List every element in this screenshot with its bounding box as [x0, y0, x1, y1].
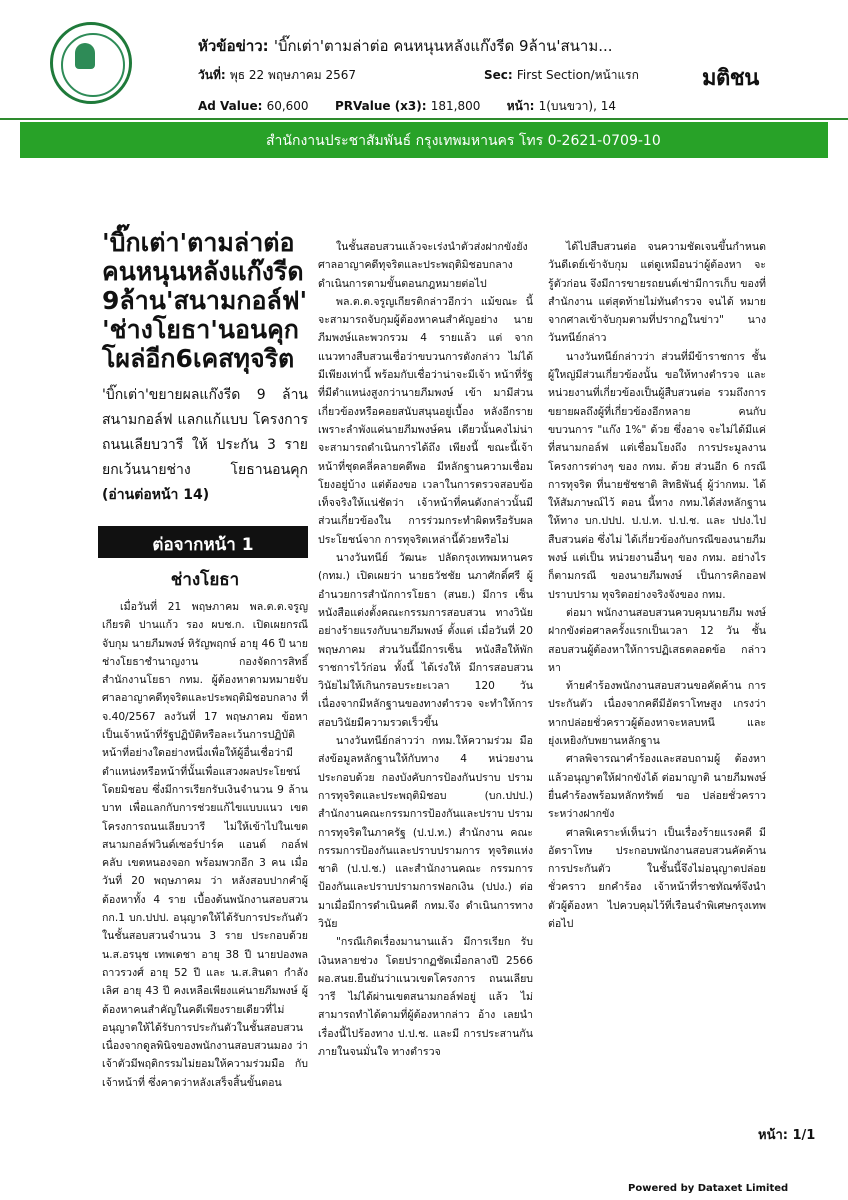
paragraph: เมื่อวันที่ 21 พฤษภาคม พล.ต.ต.จรูญเกียรติ ปานแก้ว รอง ผบช.ก. เปิดเผยกรณีจับกุม นายภีมพงษ์ หิรัญพฤกษ์ อายุ 46 ปี นาย ช่างโยธาชำนาญงาน กองจัดการสิทธิ์ สำนักงานโยธา กทม. ผู้ต้องหาตามหมายจับ ศาลอาญาคดีทุจริตและประพฤติมิชอบกลาง ที่ จ.40/2567 ลงวันที่ 17 พฤษภาคม ข้อหา เป็นเจ้าหน้าที่รัฐปฏิบัติหรือละเว้นการปฏิบัติ หน้าที่อย่างใดอย่างหนึ่งเพื่อให้ผู้อื่นเชื่อว่ามี ตำแหน่งหรือหน้าที่นั้นเพื่อแสวงผลประโยชน์ โดยมิชอบ ซึ่งมีการเรียกรับเงินจำนวน 9 ล้านบาท เพื่อแลกกับการช่วยแก้ไขแบบแนว เขตโครงการถนนเลียบวารี ไม่ให้เข้าไปในเขต สนามกอล์ฟวินด์เซอร์ปาร์ค แอนด์ กอล์ฟ คลับ เขตหนองจอก พร้อมพวกอีก 3 คน เมื่อ วันที่ 20 พฤษภาคม ว่า หลังสอบปากคำผู้ ต้องหาทั้ง 4 ราย เบื้องต้นพนักงานสอบสวน กก.1 บก.ปปป. อนุญาตให้ได้รับการประกันตัว ในชั้นสอบสวนจำนวน 3 ราย ประกอบด้วย น.ส.อรนุช เทพเดชา อายุ 38 ปี นายปองพล ถาวรวงศ์ อายุ 52 ปี และ น.ส.สินดา กำลัง เลิศ อายุ 43 ปี คงเหลือเพียงแค่นายภีมพงษ์ ผู้ต้องหาคนสำคัญในคดีเพียงรายเดียวที่ไม่ อนุญาตให้ได้รับการประกันตัวในชั้นสอบสวน เนื่องจากดูลพินิจของพนักงานสอบสวนมอง ว่าเจ้าตัวมีพฤติกรรมไม่ยอมให้ความร่วมมือ กับเจ้าหน้าที่ ซึ่งคาดว่าหลังเสร็จสิ้นขั้นตอน: [102, 601, 308, 1089]
paragraph: นางวันทนีย์ วัฒนะ ปลัดกรุงเทพมหานคร (กทม.) เปิดเผยว่า นายธวัชชัย นภาศักดิ์ศรี ผู้อำนวยการสำนักการโยธา (สนย.) มีการ เซ็นหนังสือแต่งตั้งคณะกรรมการสอบสวน ทางวินัยอย่างร้ายแรงกับนายภีมพงษ์ ตั้งแต่ เมื่อวันที่ 20 พฤษภาคม ส่วนวันนี้มีการเซ็น หนังสือให้พักราชการไว้ก่อน ทั้งนี้ ได้เร่งให้ มีการสอบสวนวินัยไม่ให้เกินกรอบระยะเวลา 120 วัน เนื่องจากมีหลักฐานของทางตำรวจ จะทำให้การสอบวินัยมีความรวดเร็วขึ้น: [318, 552, 533, 729]
article-column-1: [102, 598, 308, 1092]
section-label: Sec:: [484, 68, 513, 82]
ad-label: Ad Value:: [198, 99, 263, 113]
date-row: [198, 66, 356, 85]
paragraph: พล.ต.ต.จรูญเกียรติกล่าวอีกว่า แม้ขณะ นี้จะสามารถจับกุมผู้ต้องหาคนสำคัญอย่าง นายภีมพงษ์และพวกรวม 4 รายแล้ว แต่ จากแนวทางสืบสวนเชื่อว่าขบวนการดังกล่าว ไม่ได้มีเพียงเท่านี้ พร้อมกับเชื่อว่าน่าจะมีเจ้า หน้าที่รัฐที่มีตำแหน่งสูงกว่านายภีมพงษ์ เข้า มามีส่วนเกี่ยวข้องหรือคอยสนับสนุนอยู่เบื้อง หลังอีกราย เพราะลำพังแค่นายภีมพงษ์คน เดียวนั้นคงไม่น่าจะสามารถดำเนินการได้ถึง เพียงนี้ ขณะนี้เจ้าหน้าที่ชุดคลี่คลายคดีพอ มีหลักฐานความเชื่อมโยงอยู่บ้าง แต่ต้องขอ เวลาในการตรวจสอบข้อเท็จจริงให้แน่ชัดว่า เจ้าหน้าที่คนดังกล่าวนั้นมีส่วนเกี่ยวข้องใน การร่วมกระทำผิดหรือรับผลประโยชน์จาก การทุจริตเหล่านี้ด้วยหรือไม่: [318, 295, 533, 546]
paragraph: ในชั้นสอบสวนแล้วจะเร่งนำตัวส่งฝากขังยัง ศาลอาญาคดีทุจริตและประพฤติมิชอบกลาง ดำเนินการตามขั้นตอนกฎหมายต่อไป: [318, 241, 528, 290]
article-headline: 'บิ๊กเต่า'ตามล่าต่อ คนหนุนหลังแก๊งรีด 9ล้าน'สนามกอล์ฟ' 'ช่างโยธา'นอนคุก โผล่อีก6เคสทุจริต: [102, 228, 308, 373]
date-value: พุธ 22 พฤษภาคม 2567: [229, 68, 357, 82]
page-number: หน้า: 1/1: [758, 1128, 816, 1143]
powered-by: Powered by Dataxet Limited: [628, 1183, 789, 1194]
section-value: First Section/หน้าแรก: [516, 68, 639, 82]
article-column-3: [548, 238, 766, 933]
page-label: หน้า:: [506, 99, 535, 113]
publication-name: มติชน: [702, 66, 759, 91]
article-headline-block: [102, 228, 308, 508]
subhead-text: 'บิ๊กเต่า'ขยายผลแก๊งรีด 9 ล้านสนามกอล์ฟ แลกแก้แบบ โครงการถนนเลียบวารี ให้ ประกัน 3 ราย ยกเว้นนายช่าง โยธานอนคุก: [102, 387, 308, 478]
bangkok-seal-icon: [50, 22, 132, 104]
subhead-continue-ref: (อ่านต่อหน้า 14): [102, 487, 210, 503]
office-bar: [20, 122, 828, 158]
article-column-2: [318, 238, 533, 1061]
office-bar-text: สำนักงานประชาสัมพันธ์ กรุงเทพมหานคร โทร 0-2621-0709-10: [266, 133, 661, 149]
paragraph: ศาลพิจารณาคำร้องและสอบถามผู้ ต้องหาแล้วอนุญาตให้ฝากขังได้ ต่อมาญาติ นายภีมพงษ์ยื่นคำร้องพร้อมหลักทรัพย์ ขอ ปล่อยชั่วคราวระหว่างฝากขัง: [548, 753, 766, 821]
paragraph: ต่อมา พนักงานสอบสวนควบคุมนายภีม พงษ์ฝากขังต่อศาลครั้งแรกเป็นเวลา 12 วัน ชั้นสอบสวนผู้ต้องหาให้การปฏิเสธตลอดข้อ กล่าวหา: [548, 606, 766, 674]
paragraph: นางวันทนีย์กล่าวว่า ส่วนที่มีข้าราชการ ชั้นผู้ใหญ่มีส่วนเกี่ยวข้องนั้น ขอให้ทางตำรวจ และหน่วยงานที่เกี่ยวข้องเป็นผู้สืบสวนต่อ รวมถึงการขยายผลถึงผู้ที่เกี่ยวข้องอีกหลาย คนกับขบวนการ "แก๊ง 1%" ด้วย ซึ่งอาจ จะไม่ได้มีแค่ที่สนามกอล์ฟ แต่เชื่อมโยงถึง การประมูลงานโครงการต่างๆ ของ กทม. ด้วย ส่วนอีก 6 กรณีการทุจริต ที่นายชัชชาติ สิทธิพันธุ์ ผู้ว่ากทม. ได้ให้สัมภาษณ์ไว้ ตอน นี้ทาง กทม.ได้ส่งหลักฐานให้ทาง บก.ปปป. ป.ป.ท. ป.ป.ช. และ ปปง.ไปสืบสวนต่อ ซึ่งไม่ ได้เกี่ยวข้องกับกรณีของนายภีมพงษ์ แต่เป็น หน่วยงานอื่นๆ ของ กทม. อย่างไรก็ตามกรณี ของนายภีมพงษ์ เป็นการคิกออฟปราบปราม ทุจริตอย่างจริงจังของ กทม.: [548, 350, 766, 601]
ad-value: 60,600: [266, 99, 309, 113]
paragraph: ได้ไปสืบสวนต่อ จนความชัดเจนขึ้นกำหนด วันดีเดย์เข้าจับกุม แต่ดูเหมือนว่าผู้ต้องหา จะรู้ตัวก่อน จึงมีการขายรถยนต์เช่ามีการเก็บ ของที่สำนักงาน แต่สุดท้ายไม่ทันตำรวจ จนได้ หมายจากศาลเข้าจับกุมตามที่ปรากฏในข่าว" นางวันทนีย์กล่าว: [548, 241, 766, 345]
paragraph: "กรณีเกิดเรื่องมานานแล้ว มีการเรียก รับเงินหลายช่วง โดยปรากฏชัดเมื่อกลางปี 2566 ผอ.สนย.ยืนยันว่าแนวเขตโครงการ ถนนเลียบวารี ไม่ได้ผ่านเขตสนามกอล์ฟอยู่ แล้ว ไม่สามารถทำได้ตามที่ผู้ต้องหากล่าว อ้าง เลยนำเรื่องนี้ไปร้องทาง ป.ป.ช. และมี การประสานกันภายในจนมั่นใจ ทางตำรวจ: [318, 936, 533, 1059]
pr-value: 181,800: [430, 99, 481, 113]
pr-label: PRValue (x3):: [334, 99, 427, 113]
headline-meta: [198, 34, 613, 58]
section-heading: ช่างโยธา: [170, 570, 240, 590]
section-row: [484, 66, 639, 85]
title-value: 'บิ๊กเต่า'ตามล่าต่อ คนหนุนหลังแก๊งรีด 9ล้าน'สนาม...: [273, 37, 613, 55]
continued-banner: [98, 526, 308, 558]
date-label: วันที่:: [198, 68, 226, 82]
page-value: 1(บนขวา), 14: [538, 99, 616, 113]
paragraph: นางวันทนีย์กล่าวว่า กทม.ให้ความร่วม มือส่งข้อมูลหลักฐานให้กับทาง 4 หน่วยงาน ประกอบด้วย กองบังคับการป้องกันปราบ ปรามการทุจริตและประพฤติมิชอบ (บก.ปปป.) สำนักงานคณะกรรมการป้องกันและปราบ ปรามการทุจริตในภาครัฐ (ป.ป.ท.) สำนักงาน คณะกรรมการป้องกันและปราบปรามการ ทุจริตแห่งชาติ (ป.ป.ช.) และสำนักงานคณะ กรรมการป้องกันและปราบปรามการฟอกเงิน (ปปง.) ต่อมาเมื่อมีการดำเนินคดี กทม.จึง ดำเนินการทางวินัย: [318, 735, 533, 930]
continued-label: ต่อจากหน้า 1: [152, 535, 254, 555]
title-label: หัวข้อข่าว:: [198, 37, 269, 55]
paragraph: ท้ายคำร้องพนักงานสอบสวนขอคัดค้าน การประกันตัว เนื่องจากคดีมีอัตราโทษสูง เกรงว่าหากปล่อยชั่วคราวผู้ต้องหาจะหลบหนี และยุ่งเหยิงกับพยานหลักฐาน: [548, 680, 766, 748]
clipping-header: [0, 0, 848, 120]
seal-emblem: [75, 43, 95, 69]
value-row: [198, 97, 616, 116]
paragraph: ศาลพิเคราะห์เห็นว่า เป็นเรื่องร้ายแรงคดี มีอัตราโทษ ประกอบพนักงานสอบสวนคัดค้าน การประกันตัว ในชั้นนี้จึงไม่อนุญาตปล่อยชั่วคราว ยกคำร้อง เจ้าหน้าที่ราชทัณฑ์จึงนำตัวผู้ต้องหา ไปควบคุมไว้ที่เรือนจำพิเศษกรุงเทพต่อไป: [548, 826, 766, 930]
article-subhead: [102, 383, 308, 508]
